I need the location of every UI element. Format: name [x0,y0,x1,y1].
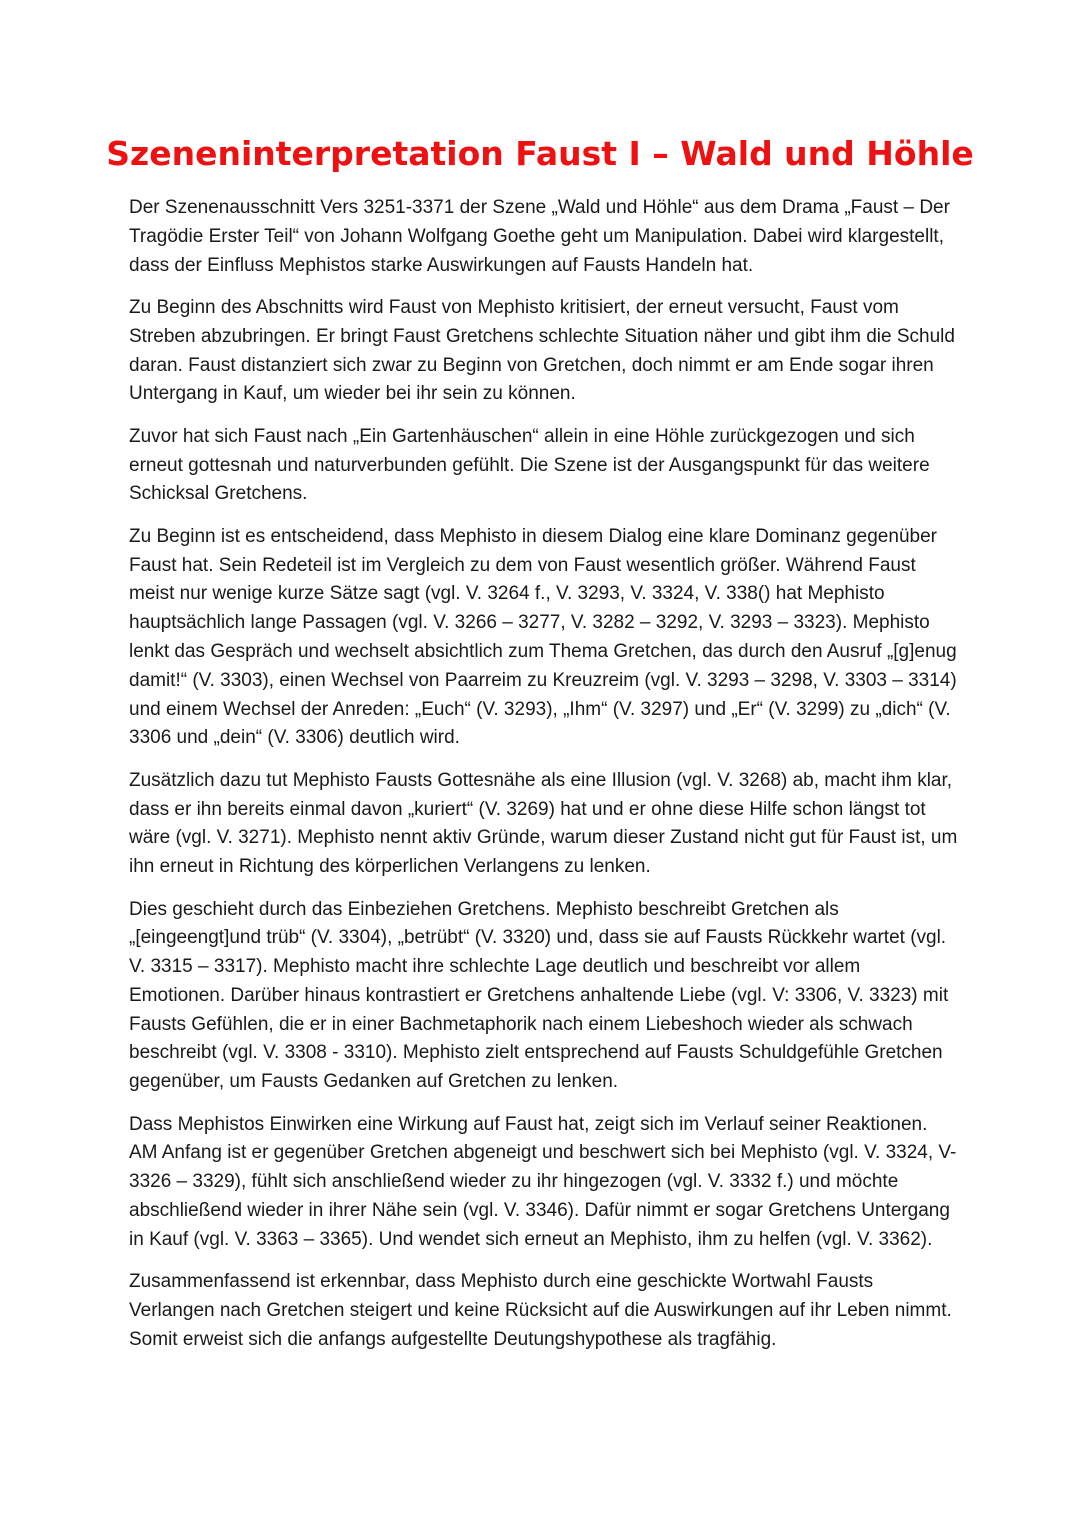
document-body [129,194,959,1368]
paragraph-context: Zuvor hat sich Faust nach „Ein Gartenhäuschen“ allein in eine Höhle zurückgezogen und sich erneut gottesnah und naturverbunden gefühlt. Die Szene ist der Ausgangspunkt für das weitere Schicksal Gretchens. [129,425,930,505]
paragraph-reaction: Dass Mephistos Einwirken eine Wirkung auf Faust hat, zeigt sich im Verlauf seiner Reaktionen. AM Anfang ist er gegenüber Gretchen abgeneigt und beschwert sich bei Mephisto (vgl. V. 3324, V- 3326 – 3329), fühlt sich anschließend wieder zu ihr hingezogen (vgl. V. 3332 f.) und möchte abschließend wieder in ihrer Nähe sein (vgl. V. 3346). Dafür nimmt er sogar Gretchens Untergang in Kauf (vgl. V. 3363 – 3365). Und wendet sich erneut an Mephisto, ihm zu helfen (vgl. V. 3362). [129,1113,957,1250]
paragraph-gretchen: Dies geschieht durch das Einbeziehen Gretchens. Mephisto beschreibt Gretchen als „[eingeengt]und trüb“ (V. 3304), „betrübt“ (V. 3320) und, dass sie auf Fausts Rückkehr wartet (vgl. V. 3315 – 3317). Mephisto macht ihre schlechte Lage deutlich und beschreibt vor allem Emotionen. Darüber hinaus kontrastiert er Gretchens anhaltende Liebe (vgl. V: 3306, V. 3323) mit Fausts Gefühlen, die er in einer Bachmetaphorik nach einem Liebeshoch wieder als schwach beschreibt (vgl. V. 3308 - 3310). Mephisto zielt entsprechend auf Fausts Schuldgefühle Gretchen gegenüber, um Fausts Gedanken auf Gretchen zu lenken. [129,898,949,1093]
paragraph-illusion: Zusätzlich dazu tut Mephisto Fausts Gottesnähe als eine Illusion (vgl. V. 3268) ab, macht ihm klar, dass er ihn bereits einmal davon „kuriert“ (V. 3269) hat und er ohne diese Hilfe schon längst tot wäre (vgl. V. 3271). Mephisto nennt aktiv Gründe, warum dieser Zustand nicht gut für Faust ist, um ihn erneut in Richtung des körperlichen Verlangens zu lenken. [129,769,958,878]
paragraph-introduction: Der Szenenausschnitt Vers 3251-3371 der Szene „Wald und Höhle“ aus dem Drama „Faust – Der Tragödie Erster Teil“ von Johann Wolfgang Goethe geht um Manipulation. Dabei wird klargestellt, dass der Einfluss Mephistos starke Auswirkungen auf Fausts Handeln hat. [129,197,950,276]
paragraph-summary: Zu Beginn des Abschnitts wird Faust von Mephisto kritisiert, der erneut versucht, Faust vom Streben abzubringen. Er bringt Faust Gretchens schlechte Situation näher und gibt ihm die Schuld daran. Faust distanziert sich zwar zu Beginn von Gretchen, doch nimmt er am Ende sogar ihren Untergang in Kauf, um wieder bei ihr sein zu können. [129,296,955,405]
document-title: Szeneninterpretation Faust I – Wald und Höhle [106,134,974,173]
paragraph-conclusion: Zusammenfassend ist erkennbar, dass Mephisto durch eine geschickte Wortwahl Fausts Verlangen nach Gretchen steigert und keine Rücksicht auf die Auswirkungen auf ihr Leben nimmt. Somit erweist sich die anfangs aufgestellte Deutungshypothese als tragfähig. [129,1271,952,1350]
paragraph-dominance: Zu Beginn ist es entscheidend, dass Mephisto in diesem Dialog eine klare Dominanz gegenüber Faust hat. Sein Redeteil ist im Vergleich zu dem von Faust wesentlich größer. Während Faust meist nur wenige kurze Sätze sagt (vgl. V. 3264 f., V. 3293, V. 3324, V. 338() hat Mephisto hauptsächlich lange Passagen (vgl. V. 3266 – 3277, V. 3282 – 3292, V. 3293 – 3323). Mephisto lenkt das Gespräch und wechselt absichtlich zum Thema Gretchen, das durch den Ausruf „[g]enug damit!“ (V. 3303), einen Wechsel von Paarreim zu Kreuzreim (vgl. V. 3293 – 3298, V. 3303 – 3314) und einem Wechsel der Anreden: „Euch“ (V. 3293), „Ihm“ (V. 3297) und „Er“ (V. 3299) zu „dich“ (V. 3306 und „dein“ (V. 3306) deutlich wird. [129,525,957,749]
